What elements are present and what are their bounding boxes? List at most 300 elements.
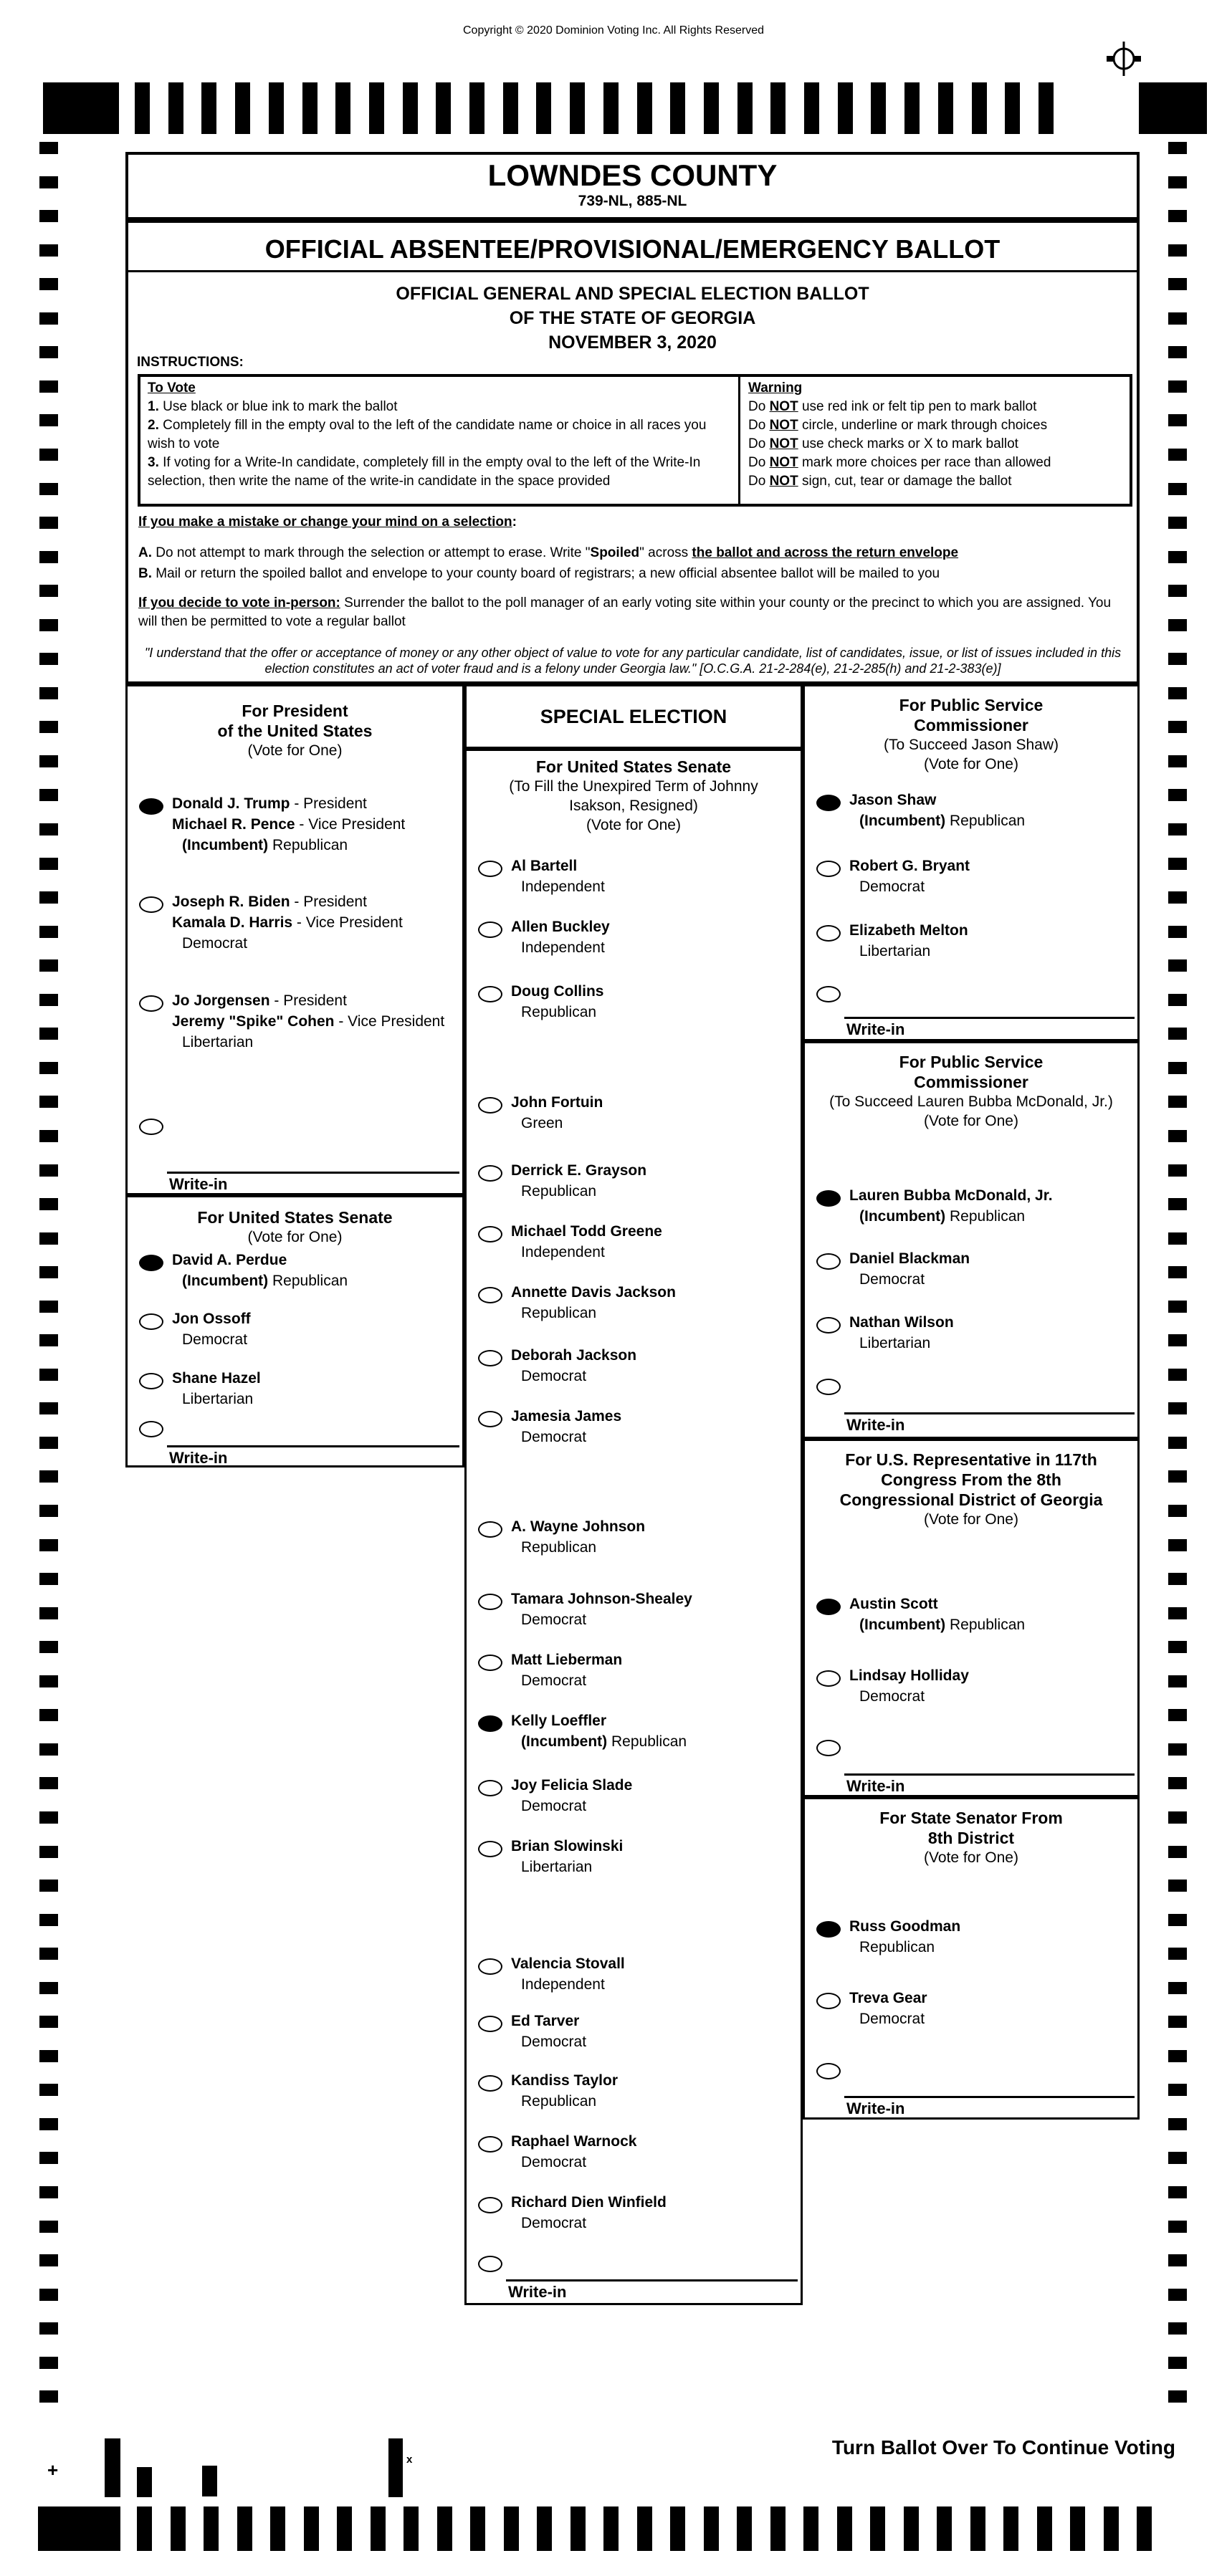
candidate-party-line: Independent (521, 1976, 605, 1993)
ballot-oval[interactable] (478, 2016, 502, 2032)
candidate-name-line: Deborah Jackson (511, 1347, 637, 1364)
write-in-label: Write-in (846, 2099, 905, 2117)
candidate-text (172, 990, 444, 1053)
candidate-name-line: Al Bartell (511, 858, 578, 874)
header-divider (128, 270, 1137, 272)
timing-mark (39, 1641, 58, 1653)
timing-mark (1168, 2254, 1187, 2266)
timing-mark (670, 82, 685, 134)
warning-list (748, 398, 1128, 491)
candidate-text (511, 856, 605, 897)
timing-mark (1168, 755, 1187, 767)
timing-mark (870, 2506, 885, 2551)
candidate-name-line: Brian Slowinski (511, 1838, 624, 1854)
candidate-party-line: Jeremy "Spike" Cohen - Vice President (172, 1013, 445, 1030)
timing-mark (237, 2506, 252, 2551)
candidate-name-line: Derrick E. Grayson (511, 1162, 647, 1179)
timing-mark (39, 1777, 58, 1789)
ballot-oval[interactable] (478, 1594, 502, 1610)
mistake-line-a: A. Do not attempt to mark through the selection or attempt to erase. Write "Spoiled" across the ballot and across the return envelope (138, 545, 959, 560)
timing-mark (304, 2506, 319, 2551)
timing-mark (537, 2506, 552, 2551)
race-box-us-senate-special (464, 749, 803, 2305)
candidate-text (511, 1282, 676, 1323)
candidate-party-line: Democrat (182, 935, 248, 952)
warning-item: Do NOT circle, underline or mark through choices (748, 418, 1048, 433)
ballot-oval[interactable] (816, 1993, 841, 2009)
timing-mark (1137, 2506, 1152, 2551)
timing-mark (1168, 1130, 1187, 1142)
candidate-text (849, 1988, 927, 2029)
timing-mark (1168, 2152, 1187, 2164)
race-title-block (467, 757, 801, 835)
race-box-state-senator-8 (803, 1797, 1140, 2120)
timing-mark (204, 2506, 219, 2551)
timing-mark (1003, 2506, 1018, 2551)
write-in-oval[interactable] (478, 2256, 502, 2272)
timing-mark (39, 789, 58, 801)
race-title: For Public Service (899, 696, 1044, 714)
timing-mark (1168, 1982, 1187, 1994)
timing-mark (39, 2016, 58, 2028)
ballot-oval[interactable] (478, 2136, 502, 2153)
timing-mark (1139, 82, 1207, 134)
timing-mark (39, 1675, 58, 1687)
candidate-text (511, 1775, 632, 1816)
candidate-text (511, 1649, 622, 1691)
candidate-party-line: Democrat (521, 1612, 587, 1628)
timing-mark (1168, 414, 1187, 426)
timing-mark (1168, 2390, 1187, 2403)
timing-mark (1168, 721, 1187, 733)
candidate-party-line: Libertarian (182, 1391, 254, 1407)
race-title-block (128, 701, 462, 760)
candidate-text (849, 1185, 1053, 1227)
candidate-name-line: Daniel Blackman (849, 1250, 970, 1267)
timing-mark (39, 1709, 58, 1721)
ballot-oval[interactable] (478, 1226, 502, 1242)
timing-mark (1168, 1709, 1187, 1721)
candidate-name-line: Matt Lieberman (511, 1652, 623, 1668)
candidate-text (511, 981, 604, 1023)
timing-mark (38, 2506, 120, 2551)
write-in-oval[interactable] (139, 1421, 163, 1437)
candidate-name-line: Donald J. Trump - President (172, 795, 367, 812)
ballot-oval-filled[interactable] (816, 795, 841, 811)
mistake-heading: If you make a mistake or change your mind on a selection: (138, 514, 517, 530)
timing-mark (1168, 1505, 1187, 1517)
timing-mark (1168, 1914, 1187, 1926)
vote-for-label: (Vote for One) (924, 1849, 1018, 1866)
candidate-text (172, 1250, 348, 1291)
timing-mark (137, 2506, 152, 2551)
timing-mark (1168, 1301, 1187, 1313)
ballot-oval[interactable] (478, 861, 502, 877)
candidate-name-line: Shane Hazel (172, 1370, 261, 1387)
ballot-oval[interactable] (478, 1958, 502, 1975)
timing-mark (337, 2506, 352, 2551)
timing-mark (1168, 1607, 1187, 1619)
warning-item: Do NOT use red ink or felt tip pen to mark ballot (748, 399, 1037, 414)
candidate-party-line: Democrat (859, 1271, 925, 1288)
timing-mark (404, 2506, 419, 2551)
ballot-oval[interactable] (816, 925, 841, 942)
write-in-line[interactable] (844, 1773, 1135, 1776)
to-vote-warning-box (138, 374, 1132, 507)
candidate-name-line: Jamesia James (511, 1408, 622, 1425)
timing-mark (1168, 517, 1187, 529)
timing-mark (39, 2050, 58, 2062)
ballot-codes: 739-NL, 885-NL (578, 193, 687, 209)
race-title-block (805, 1052, 1137, 1131)
timing-mark (39, 1982, 58, 1994)
timing-mark (1168, 2289, 1187, 2301)
timing-mark (1168, 142, 1187, 154)
timing-mark (168, 82, 183, 134)
timing-mark (1168, 687, 1187, 699)
candidate-party-line: Independent (521, 1244, 605, 1260)
timing-mark (1168, 2186, 1187, 2198)
id-bar (105, 2438, 120, 2497)
race-title-block (128, 1207, 462, 1247)
ballot-subtitle-1: OFFICIAL GENERAL AND SPECIAL ELECTION BALLOT (396, 284, 869, 304)
ballot-oval-filled[interactable] (816, 1190, 841, 1207)
timing-mark (39, 891, 58, 904)
warning-header: Warning (748, 380, 803, 396)
timing-mark (39, 1130, 58, 1142)
timing-mark (39, 823, 58, 835)
race-box-president (125, 684, 464, 1195)
candidate-name-line: Allen Buckley (511, 919, 610, 935)
timing-mark (1168, 789, 1187, 801)
timing-mark (1168, 1539, 1187, 1551)
timing-mark (39, 1164, 58, 1177)
ballot-oval[interactable] (478, 1165, 502, 1182)
timing-mark (39, 1948, 58, 1960)
ballot-oval[interactable] (139, 1373, 163, 1389)
timing-mark (43, 82, 119, 134)
timing-mark (803, 2506, 818, 2551)
candidate-party-line: Democrat (859, 878, 925, 895)
race-title-block (805, 1450, 1137, 1529)
candidate-party-line: Republican (521, 1539, 597, 1556)
timing-mark (436, 82, 451, 134)
timing-mark (1168, 1846, 1187, 1858)
candidate-party-line: (Incumbent) Republican (859, 813, 1026, 829)
county-header-box (125, 152, 1140, 220)
timing-mark (437, 2506, 452, 2551)
timing-mark (1168, 1198, 1187, 1210)
timing-mark (39, 619, 58, 631)
timing-mark (335, 82, 350, 134)
ballot-oval-filled[interactable] (139, 798, 163, 815)
timing-mark (39, 1914, 58, 1926)
timing-mark (39, 2390, 58, 2403)
ballot-oval[interactable] (139, 896, 163, 913)
candidate-name-line: Doug Collins (511, 983, 604, 1000)
timing-mark (39, 1301, 58, 1313)
candidate-party-line: (Incumbent) Republican (859, 1617, 1026, 1633)
timing-mark (1168, 2016, 1187, 2028)
candidate-name-line: Russ Goodman (849, 1918, 961, 1935)
registration-crosshair-icon (1105, 40, 1142, 77)
ballot-oval[interactable] (816, 1670, 841, 1687)
candidate-party-line: Libertarian (521, 1859, 593, 1875)
timing-mark (904, 82, 920, 134)
candidate-party-line: Democrat (521, 1672, 587, 1689)
timing-mark (1168, 1811, 1187, 1824)
timing-mark (270, 2506, 285, 2551)
race-title: For Public Service (899, 1053, 1044, 1071)
timing-mark (1168, 994, 1187, 1006)
candidate-text (511, 1836, 623, 1877)
candidate-text (511, 1345, 636, 1387)
ballot-oval-filled[interactable] (816, 1599, 841, 1615)
timing-mark (39, 858, 58, 870)
timing-mark (1168, 244, 1187, 257)
ballot-oval[interactable] (478, 986, 502, 1002)
race-title: For U.S. Representative in 117th (845, 1450, 1097, 1469)
special-election-banner: SPECIAL ELECTION (540, 705, 727, 727)
warning-item: Do NOT sign, cut, tear or damage the ballot (748, 474, 1012, 489)
timing-mark (1168, 1573, 1187, 1585)
candidate-party-line: Democrat (859, 1688, 925, 1705)
timing-mark (838, 82, 853, 134)
candidate-text (849, 920, 968, 962)
timing-mark (39, 483, 58, 495)
candidate-text (849, 1594, 1025, 1635)
candidate-name-line: Lindsay Holliday (849, 1667, 969, 1684)
timing-mark (1168, 1777, 1187, 1789)
timing-mark (371, 2506, 386, 2551)
instructions-box (125, 220, 1140, 684)
timing-mark (1168, 1641, 1187, 1653)
to-vote-item: 3. If voting for a Write-In candidate, completely fill in the empty oval to the left of the Write-In selection, then write the name of the write-in candidate in the space provided (148, 455, 701, 489)
to-vote-item: 2. Completely fill in the empty oval to the left of the candidate name or choice in all races you wish to vote (148, 418, 707, 451)
timing-mark (1168, 1266, 1187, 1278)
candidate-text (849, 1916, 960, 1958)
timing-mark (1168, 1675, 1187, 1687)
ballot-oval[interactable] (478, 2075, 502, 2092)
timing-mark (1168, 2322, 1187, 2335)
timing-mark (1005, 82, 1020, 134)
candidate-party-line: Democrat (859, 2011, 925, 2027)
timing-mark (39, 312, 58, 325)
candidate-name-line: Kelly Loeffler (511, 1713, 607, 1729)
timing-mark (670, 2506, 685, 2551)
timing-mark (1168, 2050, 1187, 2062)
timing-mark (570, 82, 585, 134)
ballot-oval[interactable] (478, 1841, 502, 1857)
timing-mark (39, 2289, 58, 2301)
candidate-name-line: John Fortuin (511, 1094, 603, 1111)
candidate-name-line: Raphael Warnock (511, 2133, 637, 2150)
timing-mark (39, 959, 58, 972)
candidate-party-line: Democrat (521, 2215, 587, 2231)
warning-item: Do NOT mark more choices per race than allowed (748, 455, 1051, 470)
vote-for-label: (Vote for One) (247, 1229, 343, 1245)
timing-mark (39, 2357, 58, 2369)
timing-mark (39, 653, 58, 665)
write-in-line[interactable] (506, 2279, 798, 2281)
candidate-party-line: Green (521, 1115, 563, 1131)
timing-mark (1168, 891, 1187, 904)
timing-mark (39, 1402, 58, 1414)
candidate-party-line: Democrat (521, 2154, 587, 2170)
timing-mark (1168, 959, 1187, 972)
timing-mark (1168, 653, 1187, 665)
timing-mark (1168, 2357, 1187, 2369)
candidate-text (849, 1312, 954, 1354)
ballot-oval[interactable] (478, 2197, 502, 2213)
candidate-party-line: Independent (521, 939, 605, 956)
timing-mark (1168, 1743, 1187, 1756)
race-title: Commissioner (914, 716, 1028, 734)
timing-mark (737, 82, 753, 134)
ballot-oval[interactable] (478, 1350, 502, 1366)
timing-mark (469, 82, 484, 134)
timing-mark (39, 1470, 58, 1483)
ballot-oval-filled[interactable] (139, 1255, 163, 1271)
ballot-oval[interactable] (816, 1317, 841, 1334)
race-box-us-senate (125, 1195, 464, 1467)
timing-mark (39, 2254, 58, 2266)
ballot-oval[interactable] (478, 921, 502, 938)
timing-mark (302, 82, 318, 134)
write-in-oval[interactable] (816, 1740, 841, 1756)
timing-mark (1168, 926, 1187, 938)
candidate-text (511, 1406, 621, 1447)
timing-mark (1168, 380, 1187, 393)
race-title-block (805, 1808, 1137, 1867)
candidate-party-line: Michael R. Pence - Vice President (172, 816, 406, 833)
vote-for-label: (Vote for One) (924, 1113, 1018, 1129)
timing-mark (504, 2506, 519, 2551)
vote-for-label: (Vote for One) (586, 817, 681, 833)
timing-mark (1168, 483, 1187, 495)
candidate-name-line: Annette Davis Jackson (511, 1284, 676, 1301)
timing-mark (39, 2152, 58, 2164)
race-title: For President (242, 702, 348, 720)
ballot-oval[interactable] (478, 1521, 502, 1538)
ballot-oval[interactable] (478, 1287, 502, 1303)
write-in-line[interactable] (844, 1017, 1135, 1019)
to-vote-list (148, 398, 714, 491)
to-vote-item: 1. Use black or blue ink to mark the ballot (148, 399, 398, 414)
candidate-party-line: Republican (859, 1939, 935, 1955)
timing-mark (1104, 2506, 1119, 2551)
ballot-date: NOVEMBER 3, 2020 (548, 332, 717, 353)
timing-mark (1168, 2084, 1187, 2096)
write-in-oval[interactable] (816, 1379, 841, 1395)
ballot-oval-filled[interactable] (478, 1715, 502, 1732)
timing-mark (269, 82, 284, 134)
write-in-oval[interactable] (816, 986, 841, 1002)
timing-mark (39, 517, 58, 529)
tiny-id-mark: x (406, 2453, 413, 2466)
ballot-oval[interactable] (816, 1253, 841, 1270)
candidate-name-line: Jon Ossoff (172, 1311, 251, 1327)
warning-divider (738, 377, 740, 504)
timing-mark (470, 2506, 485, 2551)
write-in-oval[interactable] (139, 1119, 163, 1135)
timing-mark (39, 449, 58, 461)
candidate-party-line: Democrat (521, 2034, 587, 2050)
vote-for-label: (Vote for One) (924, 756, 1018, 772)
candidate-name-line: Joseph R. Biden - President (172, 894, 367, 910)
timing-mark (804, 82, 819, 134)
timing-mark (1168, 210, 1187, 222)
race-title: For State Senator From (879, 1809, 1063, 1827)
timing-mark (1168, 551, 1187, 563)
ballot-oval[interactable] (478, 1411, 502, 1427)
id-bar (388, 2438, 403, 2497)
race-title: Congress From the 8th (881, 1470, 1061, 1489)
timing-mark (39, 176, 58, 188)
ballot-oval[interactable] (478, 1780, 502, 1796)
timing-mark (1168, 449, 1187, 461)
candidate-name-line: Treva Gear (849, 1990, 927, 2006)
candidate-text (511, 2011, 586, 2052)
write-in-line[interactable] (844, 2096, 1135, 2098)
ballot-oval[interactable] (816, 861, 841, 877)
candidate-text (172, 793, 405, 856)
candidate-text (511, 2070, 618, 2112)
race-title: 8th District (927, 1829, 1015, 1847)
timing-mark (570, 2506, 586, 2551)
ballot-oval[interactable] (478, 1655, 502, 1671)
race-box-psc-mcdonald (803, 1041, 1140, 1439)
candidate-text (511, 1516, 645, 1558)
write-in-line[interactable] (167, 1445, 459, 1447)
timing-mark (1168, 2118, 1187, 2130)
timing-mark (871, 82, 886, 134)
candidate-text (172, 1368, 261, 1409)
race-box-psc-shaw (803, 684, 1140, 1041)
write-in-line[interactable] (167, 1172, 459, 1174)
timing-mark (637, 82, 652, 134)
ballot-oval[interactable] (139, 1313, 163, 1330)
timing-mark (1168, 1164, 1187, 1177)
candidate-name-line: Elizabeth Melton (849, 922, 968, 939)
ballot-oval[interactable] (139, 995, 163, 1012)
timing-mark (603, 82, 619, 134)
ballot-oval-filled[interactable] (816, 1921, 841, 1938)
ballot-oval[interactable] (478, 1097, 502, 1114)
race-subtitle: (To Fill the Unexpired Term of Johnny (509, 778, 758, 795)
turn-over-notice: Turn Ballot Over To Continue Voting (831, 2436, 1175, 2458)
candidate-name-line: Michael Todd Greene (511, 1223, 662, 1240)
candidate-name-line: Austin Scott (849, 1596, 938, 1612)
timing-mark (1168, 312, 1187, 325)
timing-mark (171, 2506, 186, 2551)
candidate-party-line: Republican (521, 2093, 597, 2110)
timing-mark (135, 82, 150, 134)
timing-mark (201, 82, 216, 134)
timing-mark (536, 82, 551, 134)
mistake-line-b: B. Mail or return the spoiled ballot and envelope to your county board of registrars; a new official absentee ballot will be mailed to you (138, 566, 940, 581)
write-in-line[interactable] (844, 1412, 1135, 1414)
race-title: Commissioner (914, 1073, 1028, 1091)
timing-mark (737, 2506, 752, 2551)
write-in-oval[interactable] (816, 2063, 841, 2079)
timing-mark (938, 82, 953, 134)
candidate-party-line: Independent (521, 878, 605, 895)
timing-mark (39, 2084, 58, 2096)
timing-mark (1168, 1437, 1187, 1449)
timing-mark (39, 414, 58, 426)
timing-mark (1168, 1948, 1187, 1960)
